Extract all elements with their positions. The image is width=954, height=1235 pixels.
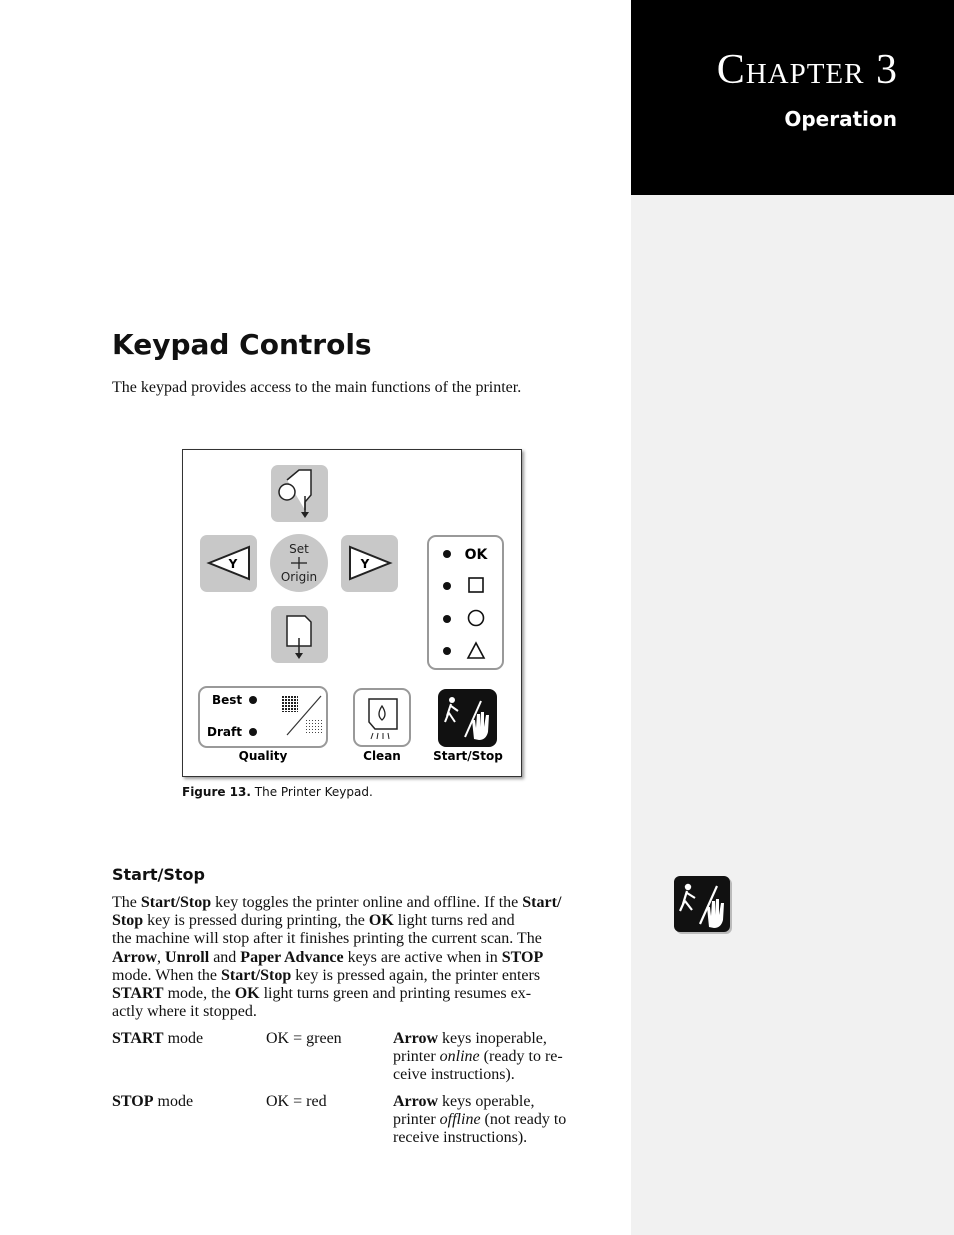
text-line: Arrow keys operable, bbox=[393, 1093, 535, 1110]
sidebar-panel bbox=[631, 195, 954, 1235]
quality-draft-label: Draft bbox=[207, 725, 242, 739]
figure-caption-text: The Printer Keypad. bbox=[254, 785, 373, 799]
figure-caption bbox=[182, 785, 373, 799]
quality-best-label: Best bbox=[212, 693, 243, 707]
text-line: Stop key is pressed during printing, the OK light turns red and bbox=[112, 912, 515, 930]
set-origin-key bbox=[270, 534, 328, 592]
chapter-subtitle: Operation bbox=[784, 107, 897, 131]
keypad-diagram bbox=[183, 450, 521, 776]
dense-dots-icon bbox=[281, 695, 298, 712]
ok-light bbox=[443, 550, 451, 558]
start-stop-key bbox=[433, 689, 503, 763]
mode-description bbox=[393, 1093, 588, 1148]
right-arrow-key bbox=[341, 535, 398, 592]
start-stop-icon bbox=[674, 876, 734, 936]
mode-description bbox=[393, 1030, 588, 1085]
keypad-figure bbox=[182, 449, 522, 777]
clean-key bbox=[354, 689, 410, 763]
best-light bbox=[249, 696, 257, 704]
mode-ok-status: OK = green bbox=[266, 1030, 342, 1047]
text-line: START mode, the OK light turns green and printing resumes ex- bbox=[112, 985, 532, 1003]
text-line: the machine will stop after it finishes printing the current scan. The bbox=[112, 930, 542, 948]
chapter-title: Chapter 3 bbox=[716, 47, 898, 93]
unroll-key bbox=[271, 465, 328, 522]
status-lights-panel bbox=[428, 536, 503, 669]
triangle-light bbox=[443, 647, 451, 655]
set-origin-label-2: Origin bbox=[280, 570, 318, 584]
right-arrow-letter: Y bbox=[360, 557, 370, 571]
set-origin-label-1: Set bbox=[289, 542, 309, 556]
start-stop-label: Start/Stop bbox=[433, 749, 503, 763]
text-line: ceive instructions). bbox=[393, 1066, 515, 1084]
draft-light bbox=[249, 728, 257, 736]
left-arrow-key bbox=[200, 535, 257, 592]
section-title: Keypad Controls bbox=[112, 328, 372, 361]
figure-number: Figure 13. bbox=[182, 785, 251, 799]
text-line: receive instructions). bbox=[393, 1129, 528, 1147]
quality-key bbox=[199, 687, 327, 763]
sparse-dots-icon bbox=[306, 718, 323, 735]
text-line: printer online (ready to re- bbox=[393, 1048, 563, 1066]
subsection-body bbox=[112, 894, 590, 1021]
square-light bbox=[443, 582, 451, 590]
quality-label: Quality bbox=[238, 749, 288, 763]
text-line: actly where it stopped. bbox=[112, 1003, 257, 1021]
text-line: Arrow keys inoperable, bbox=[393, 1030, 547, 1047]
clean-label: Clean bbox=[363, 749, 401, 763]
section-intro: The keypad provides access to the main functions of the printer. bbox=[112, 379, 522, 396]
circle-icon bbox=[469, 611, 484, 626]
subsection-title: Start/Stop bbox=[112, 865, 205, 884]
circle-light bbox=[443, 615, 451, 623]
paper-advance-key bbox=[271, 606, 328, 663]
text-line: The Start/Stop key toggles the printer online and offline. If the Start/ bbox=[112, 894, 562, 911]
chapter-header bbox=[631, 0, 954, 195]
text-line: mode. When the Start/Stop key is pressed again, the printer enters bbox=[112, 966, 541, 984]
ok-label: OK bbox=[464, 547, 488, 563]
mode-name: STOP mode bbox=[112, 1093, 194, 1110]
text-line: Arrow, Unroll and Paper Advance keys are active when in STOP bbox=[112, 948, 544, 966]
mode-ok-status: OK = red bbox=[266, 1093, 327, 1110]
left-arrow-letter: Y bbox=[228, 557, 238, 571]
square-icon bbox=[469, 578, 483, 592]
text-line: printer offline (not ready to bbox=[393, 1111, 567, 1129]
mode-name: START mode bbox=[112, 1030, 204, 1047]
